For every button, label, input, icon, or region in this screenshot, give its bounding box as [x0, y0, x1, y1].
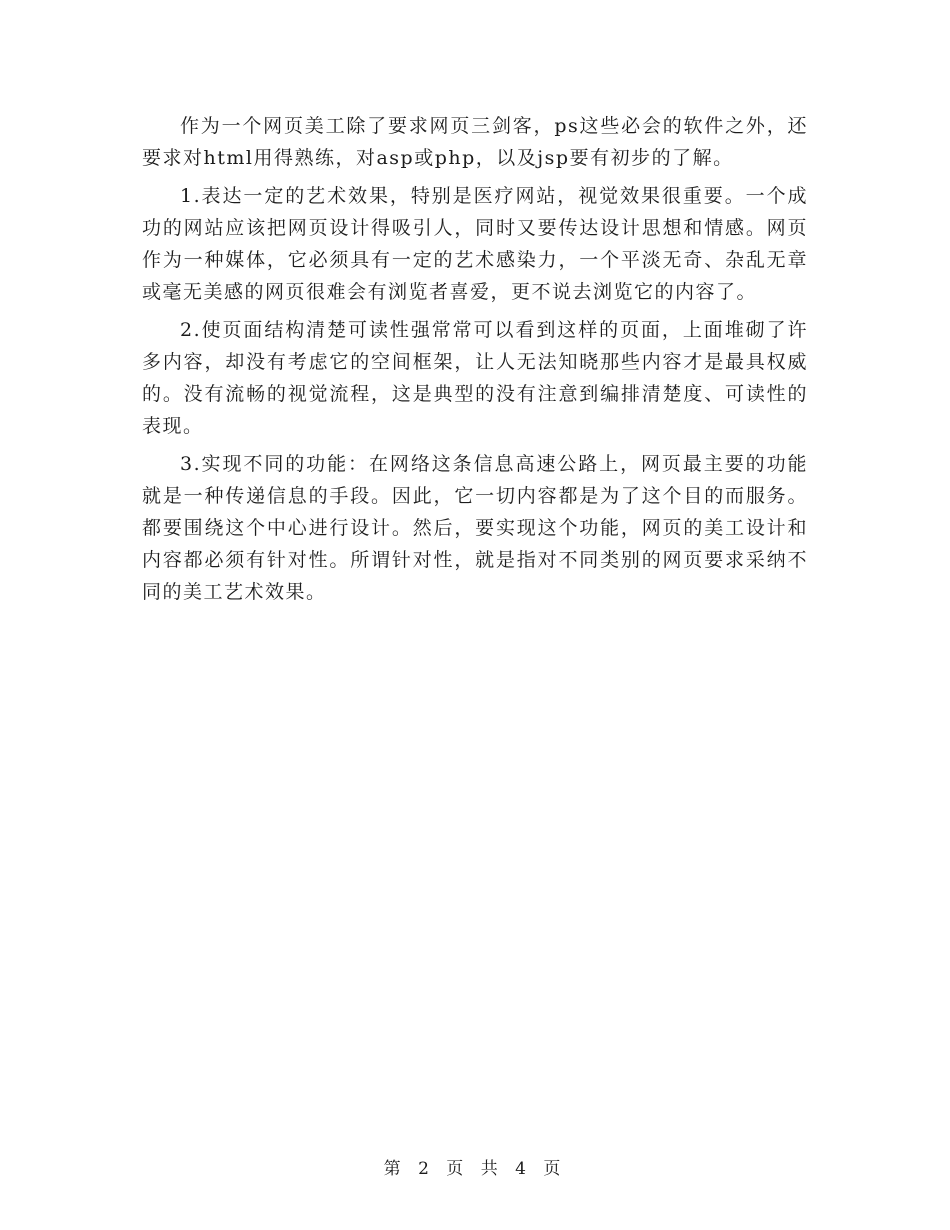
page-number-footer: 第 2 页 共 4 页 — [383, 1159, 567, 1179]
paragraph-point-3: 3.实现不同的功能：在网络这条信息高速公路上，网页最主要的功能就是一种传递信息的手段。因此，它一切内容都是为了这个目的而服务。都要围绕这个中心进行设计。然后，要实现这个功能，网页的美工设计和内容都必须有针对性。所谓针对性，就是指对不同类别的网页要求采纳不同的美工艺术效果。 — [142, 453, 808, 603]
paragraph-point-1: 1.表达一定的艺术效果，特别是医疗网站，视觉效果很重要。一个成功的网站应该把网页设计得吸引人，同时又要传达设计思想和情感。网页作为一种媒体，它必须具有一定的艺术感染力，一个平淡无奇、杂乱无章或毫无美感的网页很难会有浏览者喜爱，更不说去浏览它的内容了。 — [142, 185, 808, 303]
paragraph-intro: 作为一个网页美工除了要求网页三剑客，ps这些必会的软件之外，还要求对html用得熟练，对asp或php，以及jsp要有初步的了解。 — [142, 115, 808, 169]
document-body — [142, 110, 808, 614]
paragraph-point-2: 2.使页面结构清楚可读性强常常可以看到这样的页面，上面堆砌了许多内容，却没有考虑它的空间框架，让人无法知晓那些内容才是最具权威的。没有流畅的视觉流程，这是典型的没有注意到编排清楚度、可读性的表现。 — [142, 319, 808, 437]
